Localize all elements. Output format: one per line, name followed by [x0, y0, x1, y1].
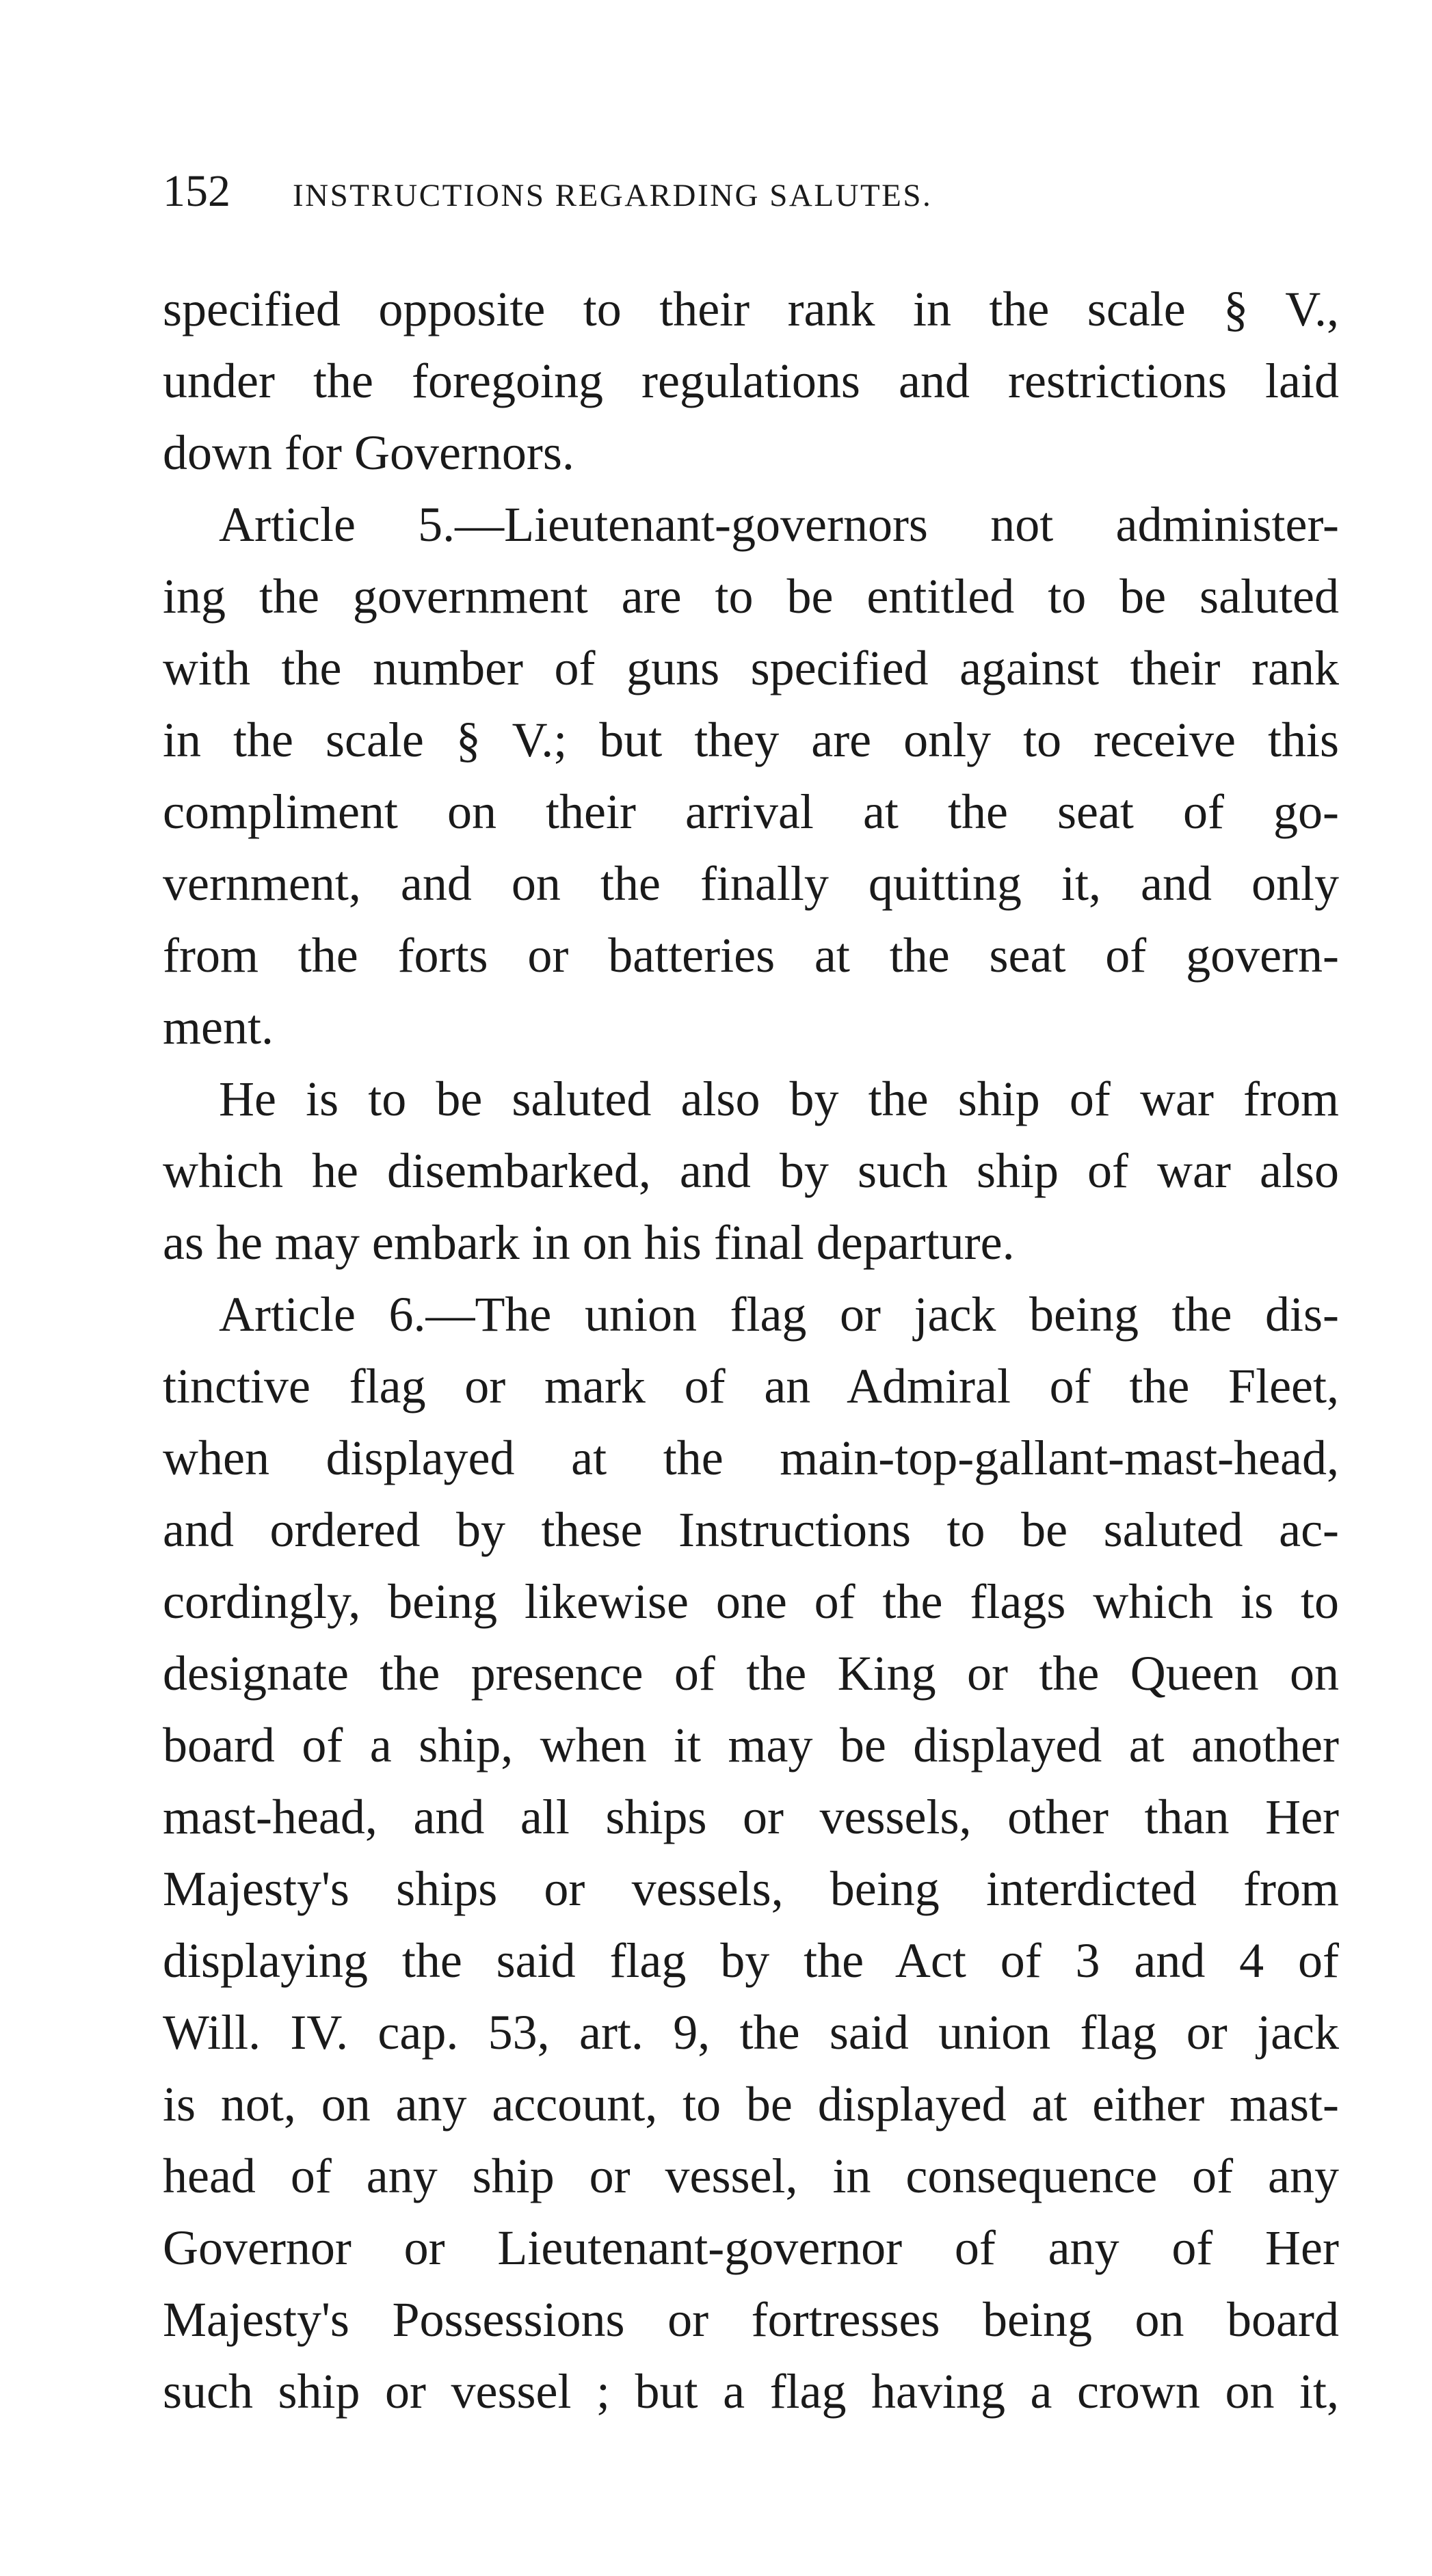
- text-line: which he disembarked, and by such ship of war also: [163, 1143, 1339, 1198]
- running-title: INSTRUCTIONS REGARDING SALUTES.: [293, 178, 933, 213]
- text-line: cordingly, being likewise one of the flags which is to: [163, 1574, 1339, 1629]
- text-line: under the foregoing regulations and restrictions laid: [163, 354, 1339, 408]
- text-line: displaying the said flag by the Act of 3 and 4 of: [163, 1933, 1339, 1988]
- text-line: head of any ship or vessel, in consequence of any: [163, 2149, 1339, 2203]
- text-line: ing the government are to be entitled to be saluted: [163, 569, 1339, 624]
- text-line: specified opposite to their rank in the scale § V.,: [163, 282, 1339, 336]
- running-head: [163, 157, 1318, 226]
- text-line: such ship or vessel ; but a flag having a crown on it,: [163, 2364, 1339, 2419]
- text-line: down for Governors.: [163, 425, 574, 480]
- text-line: tinctive flag or mark of an Admiral of the Fleet,: [163, 1359, 1339, 1413]
- text-line: from the forts or batteries at the seat of govern-: [163, 928, 1339, 983]
- text-line: as he may embark in on his final departure.: [163, 1215, 1015, 1270]
- text-line: vernment, and on the finally quitting it, and only: [163, 856, 1339, 911]
- text-line: Governor or Lieutenant-governor of any of Her: [163, 2220, 1339, 2275]
- text-line: and ordered by these Instructions to be saluted ac-: [163, 1502, 1339, 1557]
- text-line: is not, on any account, to be displayed at either mast-: [163, 2077, 1339, 2132]
- text-line: mast-head, and all ships or vessels, other than Her: [163, 1790, 1339, 1844]
- text-line: Majesty's Possessions or fortresses being on board: [163, 2292, 1339, 2347]
- text-line: designate the presence of the King or the Queen on: [163, 1646, 1339, 1701]
- text-line: Article 5.—Lieutenant-governors not administer-: [219, 497, 1339, 552]
- text-line: ment.: [163, 1000, 274, 1054]
- text-line: Will. IV. cap. 53, art. 9, the said union flag or jack: [163, 2005, 1339, 2060]
- text-line: with the number of guns specified against their rank: [163, 641, 1339, 695]
- text-line: when displayed at the main-top-gallant-mast-head,: [163, 1431, 1339, 1485]
- text-line: compliment on their arrival at the seat of go-: [163, 784, 1339, 839]
- page-number: 152: [163, 166, 230, 216]
- body-text: [163, 274, 1339, 2428]
- text-line: in the scale § V.; but they are only to receive this: [163, 713, 1339, 767]
- text-line: Article 6.—The union flag or jack being the dis-: [219, 1287, 1339, 1342]
- text-line: Majesty's ships or vessels, being interdicted from: [163, 1861, 1339, 1916]
- text-line: board of a ship, when it may be displayed at another: [163, 1718, 1339, 1772]
- text-line: He is to be saluted also by the ship of war from: [219, 1072, 1339, 1126]
